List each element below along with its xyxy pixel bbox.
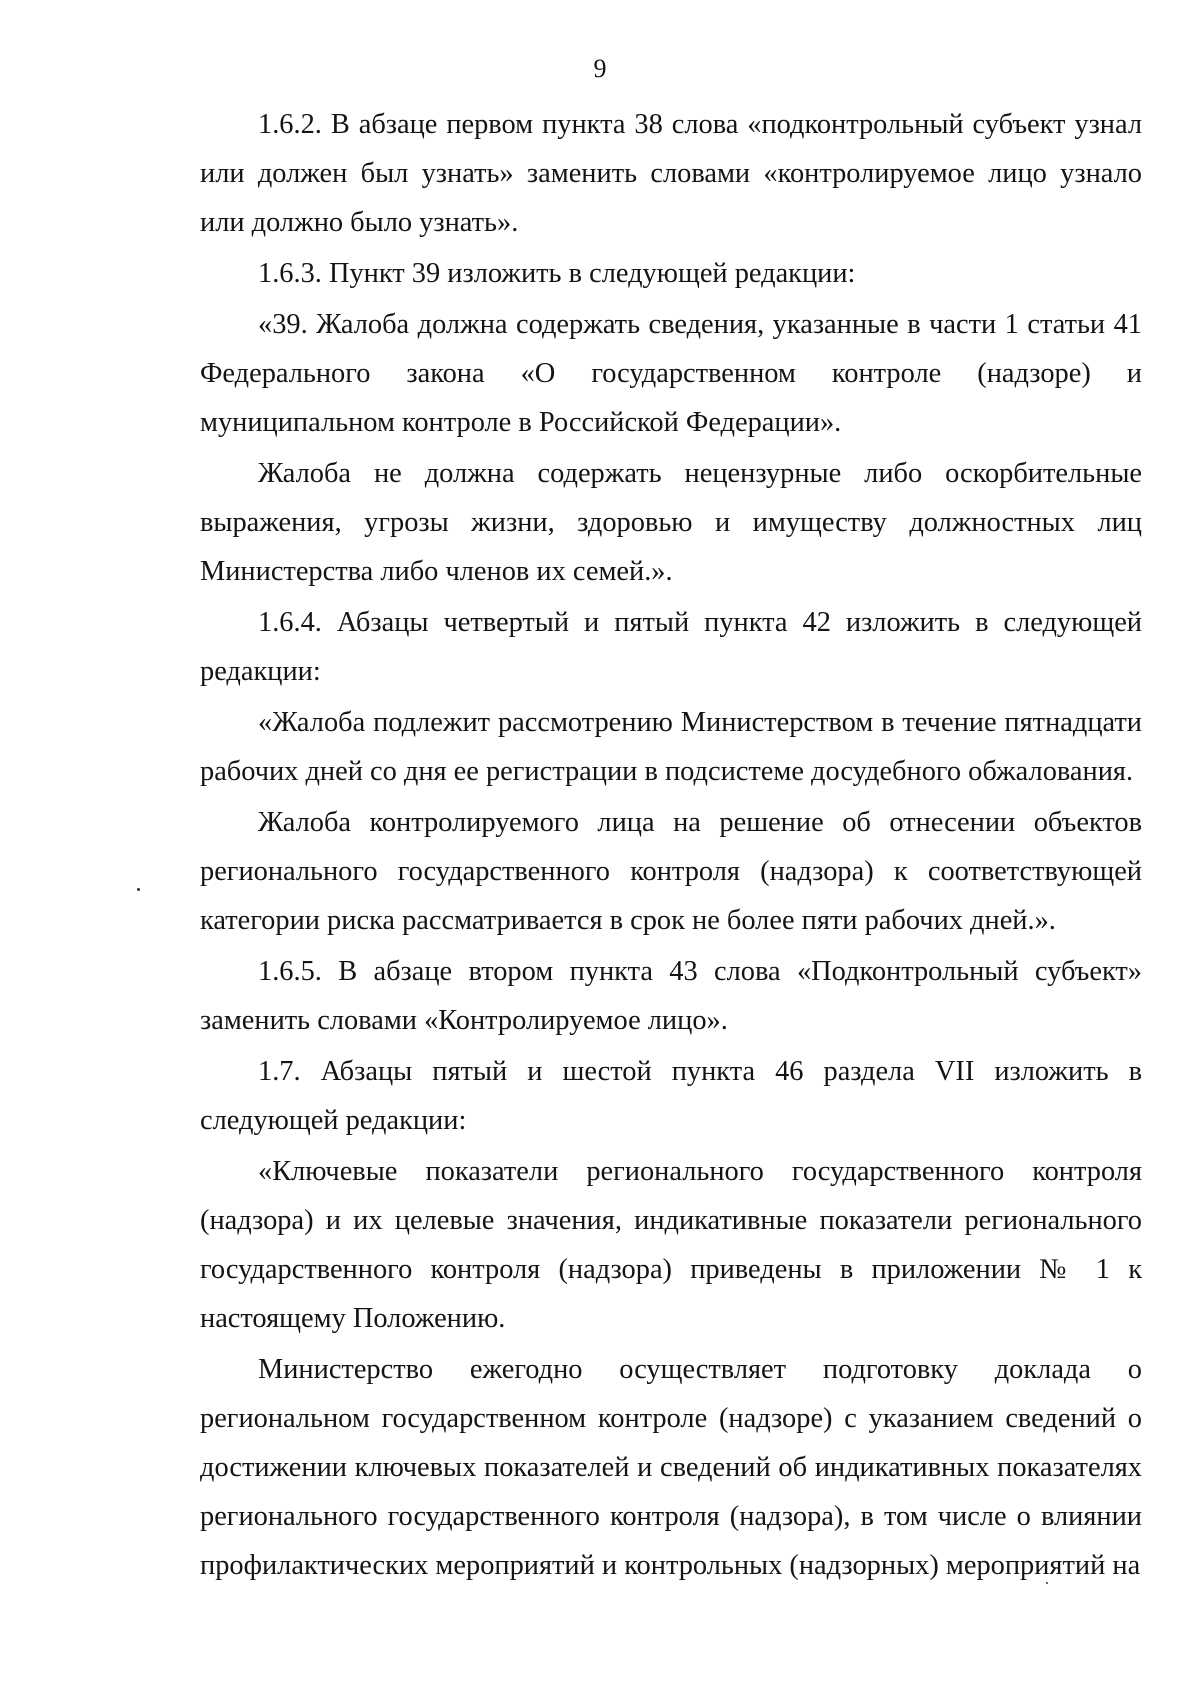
scan-speck: [137, 888, 140, 891]
paragraph-point-39: «39. Жалоба должна содержать сведения, указанные в части 1 статьи 41 Федерального закона «О государственном контроле (надзоре) и муниципальном контроле в Российской Федерации».: [200, 309, 1142, 438]
paragraph-1-6-3: 1.6.3. Пункт 39 изложить в следующей редакции:: [258, 258, 856, 289]
paragraph-1-6-5: 1.6.5. В абзаце втором пункта 43 слова «Подконтрольный субъект» заменить словами «Контролируемое лицо».: [200, 956, 1142, 1036]
paragraph-key-indicators: «Ключевые показатели регионального государственного контроля (надзора) и их целевые значения, индикативные показатели регионального государственного контроля (надзора) приведены в приложении № 1 к настоящему Положению.: [200, 1156, 1142, 1334]
scan-speck: [1046, 1582, 1048, 1584]
document-body: [200, 100, 1142, 1592]
page-number: 9: [593, 54, 607, 83]
paragraph-complaint-content: Жалоба не должна содержать нецензурные либо оскорбительные выражения, угрозы жизни, здоровью и имуществу должностных лиц Министерства либо членов их семей.».: [200, 458, 1142, 587]
paragraph-1-6-2: 1.6.2. В абзаце первом пункта 38 слова «подконтрольный субъект узнал или должен был узнать» заменить словами «контролируемое лицо узнало или должно было узнать».: [200, 109, 1142, 238]
paragraph-1-7: 1.7. Абзацы пятый и шестой пункта 46 раздела VII изложить в следующей редакции:: [200, 1056, 1142, 1136]
paragraph-risk-category-complaint: Жалоба контролируемого лица на решение об отнесении объектов регионального государственного контроля (надзора) к соответствующей категории риска рассматривается в срок не более пяти рабочих дней.».: [200, 807, 1142, 936]
paragraph-annual-report: Министерство ежегодно осуществляет подготовку доклада о региональном государственном контроле (надзоре) с указанием сведений о достижении ключевых показателей и сведений об индикативных показателях регионального государственного контроля (надзора), в том числе о влиянии профилактических мероприятий и контрольных (надзорных) мероприятий на: [200, 1354, 1142, 1581]
paragraph-1-6-4: 1.6.4. Абзацы четвертый и пятый пункта 42 изложить в следующей редакции:: [200, 607, 1142, 687]
paragraph-complaint-review: «Жалоба подлежит рассмотрению Министерством в течение пятнадцати рабочих дней со дня ее регистрации в подсистеме досудебного обжалования.: [200, 707, 1142, 787]
